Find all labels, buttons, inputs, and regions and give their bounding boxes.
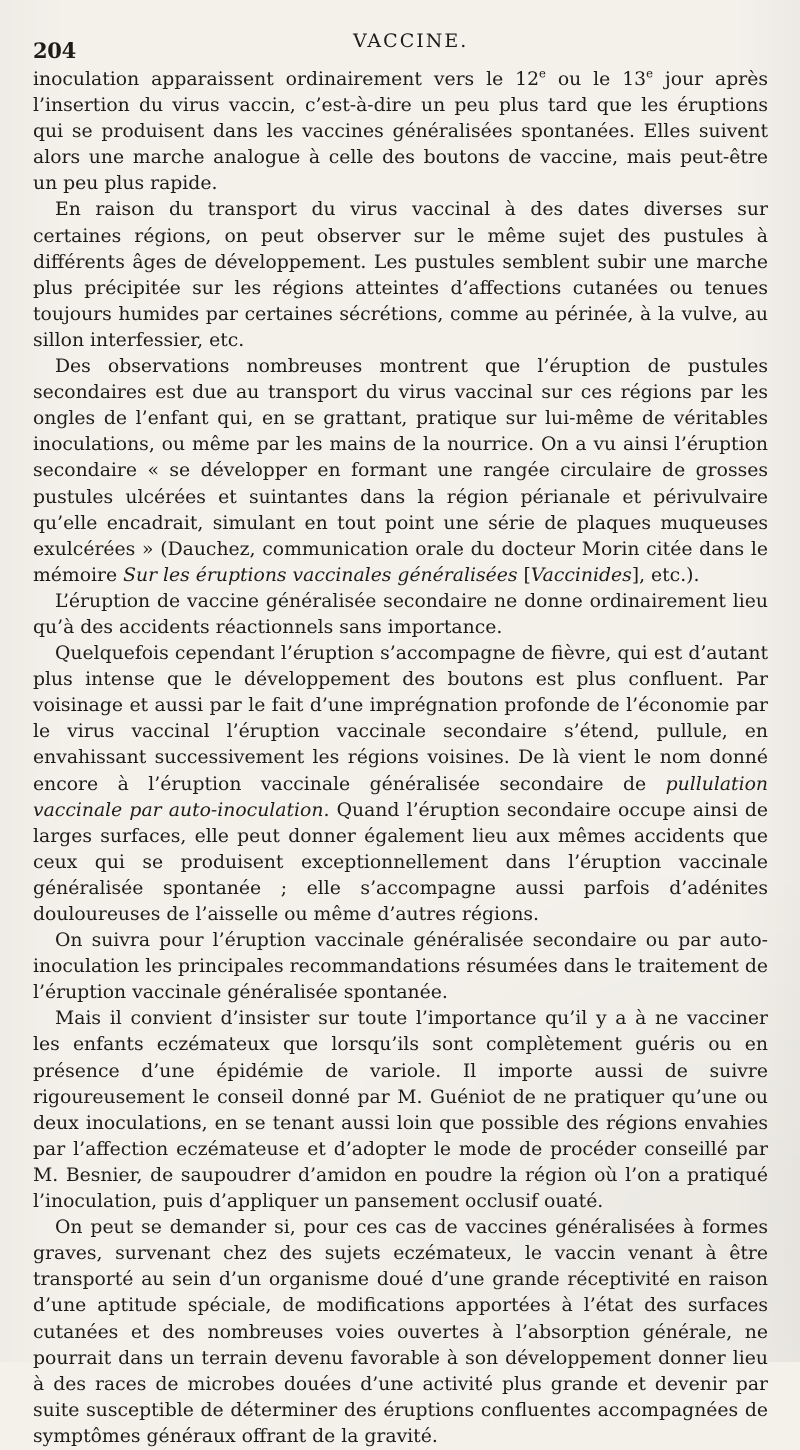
paragraph-text: ], etc.). — [631, 564, 700, 586]
paragraph-text: . Quand l’éruption secondaire occupe ainsi de larges surfaces, elle peut donner également lieu aux mêmes accidents que ceux qui se produisent exceptionnellement dans l’éruption vaccinale généralisée spontanée ; elle s’accompagne aussi parfois d’adénites douloureuses de l’aisselle ou même d’autres régions. — [33, 799, 768, 925]
running-head: VACCINE. — [353, 30, 469, 52]
italic-term: pullulation vaccinale par auto-inoculation — [33, 773, 768, 821]
paragraph-text: [ — [517, 564, 531, 586]
paragraph-recommendations: On suivra pour l’éruption vaccinale généralisée secondaire ou par auto-inoculation les principales recommandations résumées dans le traitement de l’éruption vaccinale généralisée spontanée. — [33, 930, 768, 1004]
page-body-text — [33, 67, 768, 1450]
paragraph-text: Quelquefois cependant l’éruption s’accompagne de fièvre, qui est d’autant plus intense que le développement des boutons est plus confluent. Par voisinage et aussi par le fait d’une imprégnation profonde de l’économie par le virus vaccinal l’éruption vaccinale secondaire s’étend, pullule, en envahissant successivement les régions voisines. De là vient le nom donné encore à l’éruption vaccinale généralisée secondaire de — [33, 643, 768, 795]
paragraph-text: inoculation apparaissent ordinairement vers le 12 — [33, 69, 540, 90]
paragraph-text: jour après l’insertion du virus vaccin, c’est-à-dire un peu plus tard que les éruptions qui se produisent dans les vaccines généralisées spontanées. Elles suivent alors une marche analogue à celle des boutons de vaccine, mais peut-être un peu plus rapide. — [33, 69, 768, 195]
page-header — [33, 30, 765, 64]
memoir-subtitle: Vaccinides — [530, 564, 632, 586]
paragraph-text: ou le 13 — [545, 69, 647, 90]
paragraph-reactions: L’éruption de vaccine généralisée secondaire ne donne ordinairement lieu qu’à des accidents réactionnels sans importance. — [33, 590, 768, 638]
paragraph-eczema-warning: Mais il convient d’insister sur toute l’importance qu’il y a à ne vacciner les enfants eczémateux que lorsqu’ils sont complètement guéris ou en présence d’une épidémie de variole. Il importe aussi de suivre rigoureusement le conseil donné par M. Guéniot de ne pratiquer qu’une ou deux inoculations, en se tenant aussi loin que possible des régions envahies par l’affection eczémateuse et d’adopter le mode de procéder conseillé par M. Besnier, de saupoudrer d’amidon en poudre la région où l’on a pratiqué l’inoculation, puis d’appliquer un pansement occlusif ouaté. — [33, 1008, 768, 1213]
paragraph-transport: En raison du transport du virus vaccinal à des dates diverses sur certaines régions, on peut observer sur le même sujet des pustules à différents âges de développement. Les pustules semblent subir une marche plus précipitée sur les régions atteintes d’affections cutanées ou tenues toujours humides par certaines sécrétions, comme au périnée, à la vulve, au sillon interfessier, etc. — [33, 199, 768, 351]
paragraph-text: Des observations nombreuses montrent que l’éruption de pustules secondaires est due au transport du virus vaccinal sur ces régions par les ongles de l’enfant qui, en se grattant, pratique sur lui-même de véritables inoculations, ou même par les mains de la nourrice. On a vu ainsi l’éruption secondaire « se développer en formant une rangée circulaire de grosses pustules ulcérées et suintantes dans la région périanale et périvulvaire qu’elle encadrait, simulant en tout point une série de plaques muqueuses exulcérées » (Dauchez, communication orale du docteur Morin citée dans le mémoire — [33, 356, 768, 586]
paragraph-observations — [33, 354, 768, 589]
superscript: e — [539, 66, 546, 81]
memoir-title: Sur les éruptions vaccinales généralisées — [123, 564, 518, 586]
paragraph-question: On peut se demander si, pour ces cas de vaccines généralisées à formes graves, survenant chez des sujets eczémateux, le vaccin venant à être transporté au sein d’un organisme doué d’une grande réceptivité en raison d’une aptitude spéciale, de modifications apportées à l’état des surfaces cutanées et des nombreuses voies ouvertes à l’absorption générale, ne pourrait dans un terrain devenu favorable à son développement donner lieu à des races de microbes douées d’une activité plus grande et devenir par suite susceptible de déterminer des éruptions confluentes accompagnées de symptômes généraux offrant de la gravité. — [33, 1217, 768, 1447]
paragraph-continuation — [33, 67, 768, 197]
paragraph-fever — [33, 641, 768, 928]
page-number: 204 — [33, 38, 76, 63]
superscript: e — [646, 66, 653, 81]
